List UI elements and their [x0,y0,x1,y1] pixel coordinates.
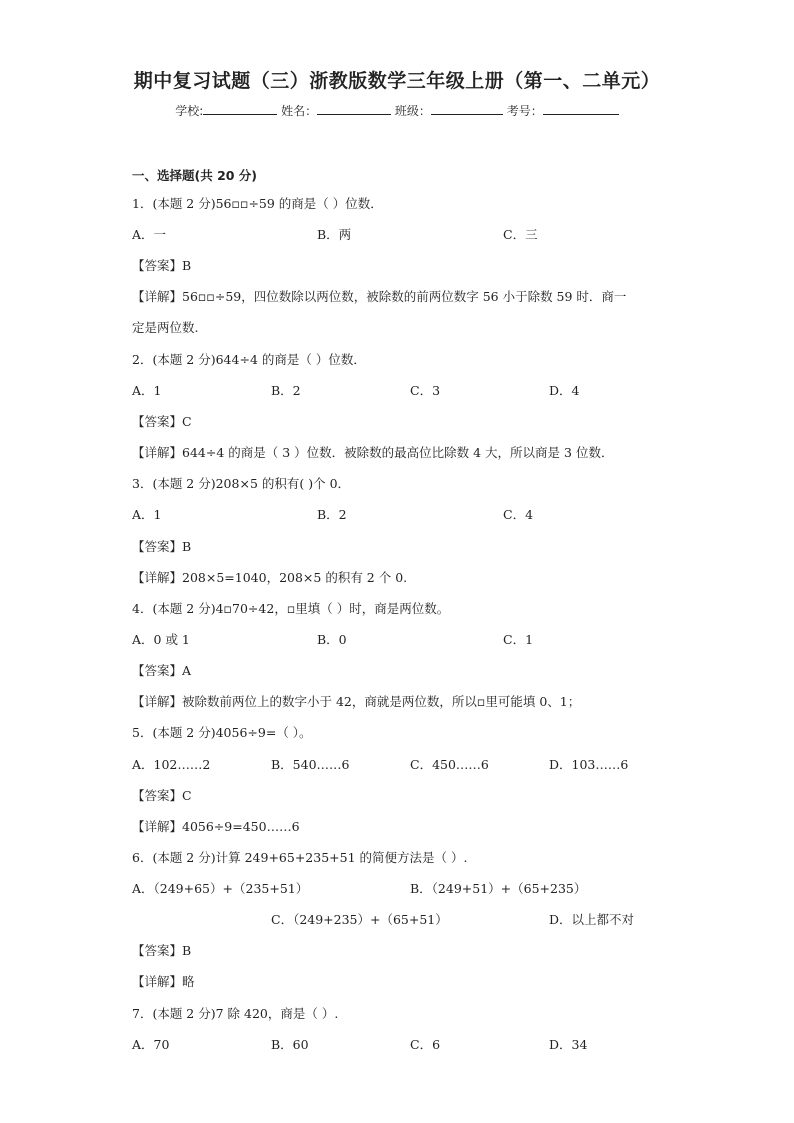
school-label: 学校: [175,104,204,118]
question-stem: 3．(本题 2 分)208×5 的积有( )个 0． [132,476,351,491]
option-a[interactable]: A．102……2 [132,757,211,772]
exam-number-blank[interactable] [543,102,619,115]
question-stem: 5．(本题 2 分)4056÷9=（ ）。 [132,725,312,740]
school-blank[interactable] [203,102,277,115]
class-label: 班级： [394,104,431,118]
option-c[interactable]: C．三 [503,227,538,242]
question-stem: 7．(本题 2 分)7 除 420，商是（ ）. [132,1006,339,1021]
detail: 【详解】被除数前两位上的数字小于 42，商就是两位数，所以▫里可能填 0、1； [132,694,581,709]
answer: 【答案】C [132,414,192,429]
name-blank[interactable] [317,102,391,115]
detail: 【详解】56▫▫÷59，四位数除以两位数，被除数的前两位数字 56 小于除数 59 时．商一 [132,289,627,304]
option-b[interactable]: B．（249+51）+（65+235） [410,881,587,896]
name-label: 姓名： [281,104,318,118]
option-d[interactable]: D．4 [549,383,580,398]
option-c[interactable]: C．（249+235）+（65+51） [271,912,448,927]
answer: 【答案】B [132,258,192,273]
option-a[interactable]: A．0 或 1 [132,632,190,647]
option-a[interactable]: A．1 [132,507,162,522]
option-c[interactable]: C．3 [410,383,441,398]
question-stem: 1．(本题 2 分)56▫▫÷59 的商是（ ）位数． [132,196,383,211]
detail: 【详解】略 [132,974,195,989]
class-blank[interactable] [431,102,503,115]
page-title: 期中复习试题（三）浙教版数学三年级上册（第一、二单元） [133,70,661,92]
detail: 【详解】208×5=1040，208×5 的积有 2 个 0. [132,570,408,585]
option-c[interactable]: C．1 [503,632,534,647]
option-d[interactable]: D．103……6 [549,757,629,772]
option-b[interactable]: B．0 [317,632,347,647]
student-info-line [0,102,794,119]
section-heading: 一、选择题(共 20 分) [132,168,258,183]
question-stem: 6．(本题 2 分)计算 249+65+235+51 的简便方法是（ ）. [132,850,468,865]
detail: 【详解】644÷4 的商是（ 3 ）位数．被除数的最高位比除数 4 大，所以商是 3 位数． [132,445,614,460]
answer: 【答案】B [132,539,192,554]
option-a[interactable]: A．（249+65）+（235+51） [132,881,309,896]
option-a[interactable]: A．70 [132,1037,170,1052]
option-a[interactable]: A．1 [132,383,162,398]
option-b[interactable]: B．2 [271,383,301,398]
answer: 【答案】A [132,663,192,678]
option-b[interactable]: B．两 [317,227,352,242]
option-b[interactable]: B．60 [271,1037,309,1052]
option-d[interactable]: D．以上都不对 [549,912,635,927]
exam-number-label: 考号： [506,104,543,118]
detail: 定是两位数. [132,320,199,335]
option-c[interactable]: C．450……6 [410,757,489,772]
detail: 【详解】4056÷9=450……6 [132,819,300,834]
answer: 【答案】C [132,788,192,803]
option-a[interactable]: A．一 [132,227,167,242]
question-stem: 4．(本题 2 分)4▫70÷42，▫里填（ ）时，商是两位数。 [132,601,450,616]
option-c[interactable]: C．6 [410,1037,441,1052]
option-c[interactable]: C．4 [503,507,534,522]
option-b[interactable]: B．2 [317,507,347,522]
option-d[interactable]: D．34 [549,1037,588,1052]
option-b[interactable]: B．540……6 [271,757,350,772]
question-stem: 2．(本题 2 分)644÷4 的商是（ ）位数． [132,352,366,367]
answer: 【答案】B [132,943,192,958]
